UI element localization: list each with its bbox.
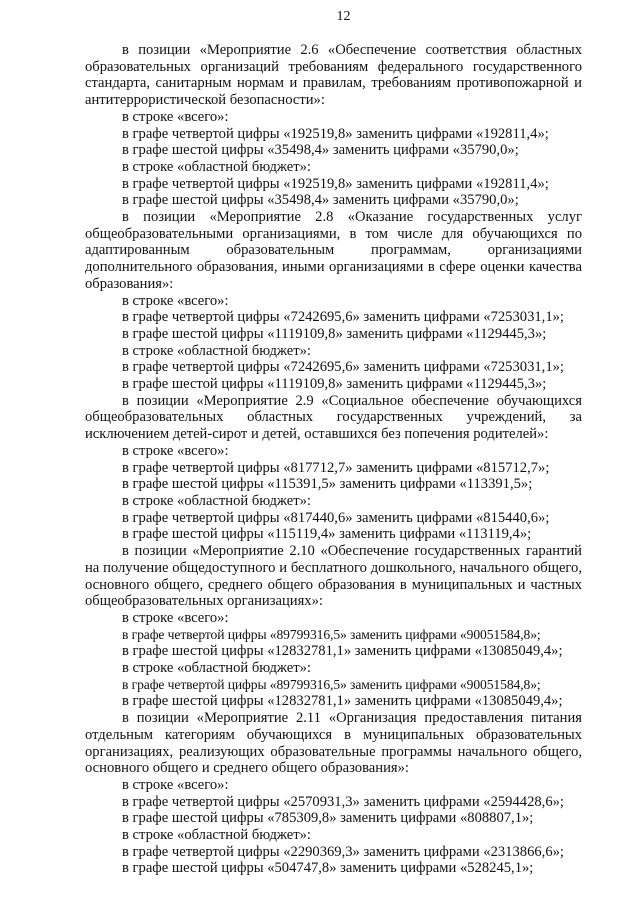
paragraph-line: в строке «всего»: — [122, 292, 229, 309]
paragraph-line: в строке «областной бюджет»: — [122, 158, 311, 175]
paragraph-line: в графе четвертой цифры «7242695,6» заменить цифрами «7253031,1»; — [122, 309, 564, 326]
paragraph-line: в строке «всего»: — [122, 609, 229, 626]
paragraph-line: в графе четвертой цифры «2570931,3» заменить цифрами «2594428,6»; — [122, 793, 564, 810]
paragraph-heading: в позиции «Мероприятие 2.8 «Оказание государственных услуг общеобразовательными организациями, в том числе для обучающихся по адаптированным образовательным программам, организациями дополнительного образования, иными организациями в сфере оценки качества образования»: — [85, 209, 582, 292]
paragraph-line: в графе шестой цифры «1119109,8» заменить цифрами «1129445,3»; — [122, 376, 547, 393]
paragraph-line: в графе четвертой цифры «89799316,5» заменить цифрами «90051584,8»; — [122, 676, 541, 692]
paragraph-line: в графе шестой цифры «115391,5» заменить цифрами «113391,5»; — [122, 476, 533, 493]
paragraph-line: в графе четвертой цифры «192519,8» заменить цифрами «192811,4»; — [122, 175, 549, 192]
document-body — [85, 42, 582, 877]
paragraph-line: в строке «всего»: — [122, 776, 229, 793]
paragraph-line: в строке «областной бюджет»: — [122, 827, 311, 844]
paragraph-line: в графе шестой цифры «12832781,1» заменить цифрами «13085049,4»; — [122, 693, 563, 710]
paragraph-line: в графе четвертой цифры «817712,7» заменить цифрами «815712,7»; — [122, 459, 550, 476]
paragraph-line: в строке «всего»: — [122, 442, 229, 459]
paragraph-heading: в позиции «Мероприятие 2.10 «Обеспечение государственных гарантий на получение общедоступного и бесплатного дошкольного, начального общего, основного общего, среднего общего образования в муниципальных и частных общеобразовательных организациях»: — [85, 543, 582, 610]
paragraph-heading: в позиции «Мероприятие 2.9 «Социальное обеспечение обучающихся общеобразовательных областных государственных учреждений, за исключением детей-сирот и детей, оставшихся без попечения родителей»: — [85, 392, 582, 443]
paragraph-line: в строке «областной бюджет»: — [122, 660, 311, 677]
paragraph-line: в графе шестой цифры «35498,4» заменить цифрами «35790,0»; — [122, 192, 519, 209]
paragraph-line: в графе шестой цифры «1119109,8» заменить цифрами «1129445,3»; — [122, 325, 547, 342]
paragraph-line: в графе шестой цифры «115119,4» заменить цифрами «113119,4»; — [122, 526, 532, 543]
paragraph-line: в графе четвертой цифры «7242695,6» заменить цифрами «7253031,1»; — [122, 359, 564, 376]
paragraph-line: в графе четвертой цифры «817440,6» заменить цифрами «815440,6»; — [122, 509, 550, 526]
paragraph-line: в строке «областной бюджет»: — [122, 342, 311, 359]
paragraph-heading: в позиции «Мероприятие 2.6 «Обеспечение соответствия областных образовательных организаций требованиям федерального государственного стандарта, санитарным нормам и правилам, требованиям противопожарной и антитеррористической безопасности»: — [85, 42, 582, 109]
paragraph-heading: в позиции «Мероприятие 2.11 «Организация предоставления питания отдельным категориям обучающихся в муниципальных образовательных организациях, реализующих образовательные программы начального общего, основного общего и среднего общего образования»: — [85, 710, 582, 777]
paragraph-line: в графе шестой цифры «35498,4» заменить цифрами «35790,0»; — [122, 142, 519, 159]
paragraph-line: в строке «областной бюджет»: — [122, 492, 311, 509]
paragraph-line: в строке «всего»: — [122, 108, 229, 125]
page-number: 12 — [336, 9, 351, 24]
paragraph-line: в графе четвертой цифры «2290369,3» заменить цифрами «2313866,6»; — [122, 843, 564, 860]
paragraph-line: в графе четвертой цифры «89799316,5» заменить цифрами «90051584,8»; — [122, 626, 541, 642]
paragraph-line: в графе шестой цифры «12832781,1» заменить цифрами «13085049,4»; — [122, 643, 563, 660]
paragraph-line: в графе четвертой цифры «192519,8» заменить цифрами «192811,4»; — [122, 125, 549, 142]
paragraph-line: в графе шестой цифры «504747,8» заменить цифрами «528245,1»; — [122, 860, 534, 877]
paragraph-line: в графе шестой цифры «785309,8» заменить цифрами «808807,1»; — [122, 810, 534, 827]
